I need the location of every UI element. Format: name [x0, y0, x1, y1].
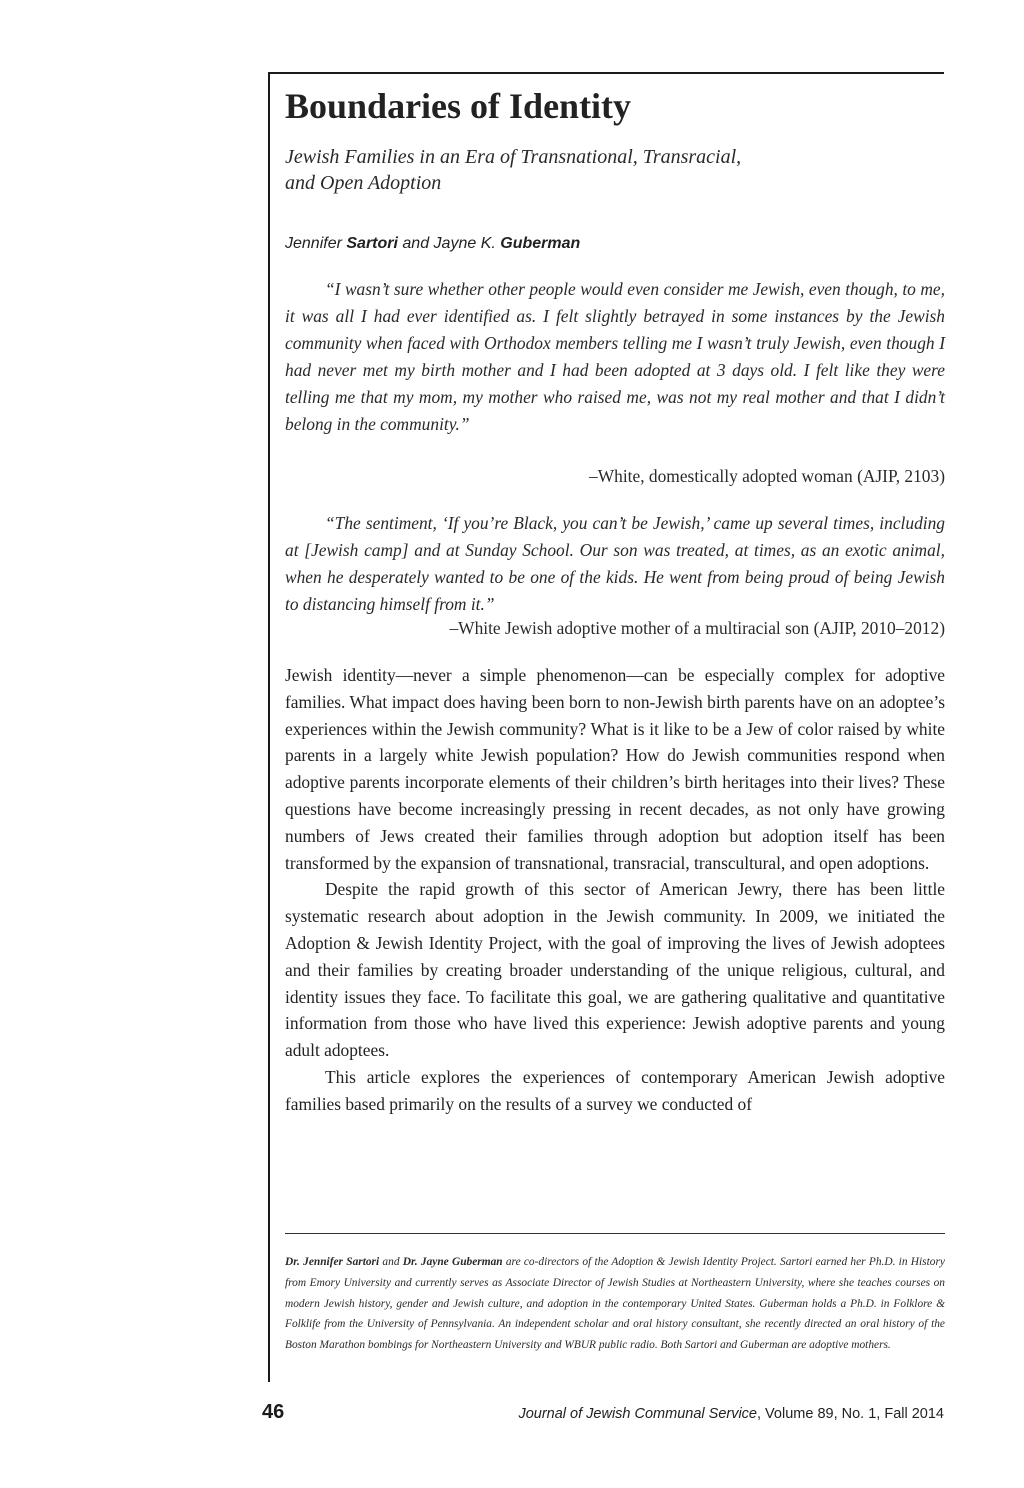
epigraph-quote-2: “The sentiment, ‘If you’re Black, you can’t be Jewish,’ came up several times, including at [Jewish camp] and at Sunday School. Our son was treated, at times, as an exotic animal, when he desperately wanted to be one of the kids. He went from being proud of being Jewish to distancing himself from it.”: [285, 513, 945, 614]
epigraph-quote-1: “I wasn’t sure whether other people would even consider me Jewish, even though, to me, it was all I had ever identified as. I felt slightly betrayed in some instances by the Jewish community when faced with Orthodox members telling me I wasn’t truly Jewish, even though I had never met my birth mother and I had been adopted at 3 days old. I felt like they were telling me that my mom, my mother who raised me, was not my real mother and that I didn’t belong in the community.”: [285, 279, 945, 434]
body-paragraph-1: Jewish identity—never a simple phenomenon—can be especially complex for adoptive families. What impact does having been born to non-Jewish birth parents have on an adoptee’s experiences within the Jewish community? What is it like to be a Jew of color raised by white parents in a largely white Jewish population? How do Jewish communities respond when adoptive parents incorporate elements of their children’s birth heritages into their lives? These questions have become increasingly pressing in recent decades, as not only have growing numbers of Jews created their families through adoption but adoption itself has been transformed by the expansion of transnational, transracial, transcultural, and open adoptions.: [285, 665, 945, 873]
journal-name: Journal of Jewish Communal Service: [518, 1406, 757, 1422]
footnote-and: and: [382, 1256, 400, 1268]
article-body: [285, 662, 945, 1118]
author-footnote: [285, 1252, 945, 1356]
epigraph-attribution-2: –White Jewish adoptive mother of a multiracial son (AJIP, 2010–2012): [449, 618, 945, 638]
left-margin-rule: [268, 72, 270, 1382]
author-2-last-name: Guberman: [500, 235, 581, 252]
journal-citation: [518, 1404, 944, 1424]
journal-issue: , Volume 89, No. 1, Fall 2014: [757, 1406, 944, 1422]
footnote-text: are co-directors of the Adoption & Jewish Identity Project. Sartori earned her Ph.D. in History from Emory University and currently serves as Associate Director of Jewish Studies at Northeastern University, where she teaches courses on modern Jewish history, gender and Jewish culture, and adoption in the contemporary United States. Guberman holds a Ph.D. in Folklore & Folklife from the University of Pennsylvania. An independent scholar and oral history consultant, she recently directed an oral history of the Boston Marathon bombings for Northeastern University and WBUR public radio. Both Sartori and Guberman are adoptive mothers.: [285, 1256, 945, 1352]
footnote-author-2: Dr. Jayne Guberman: [402, 1256, 503, 1268]
article-subtitle: [285, 144, 945, 196]
author-byline: [285, 233, 945, 255]
footnote-rule: [285, 1233, 945, 1234]
body-paragraph-3: This article explores the experiences of contemporary American Jewish adoptive families based primarily on the results of a survey we conducted of: [285, 1066, 945, 1114]
author-conjunction: and Jayne K.: [402, 235, 496, 252]
page-number: 46: [262, 1401, 285, 1423]
article-title: Boundaries of Identity: [285, 86, 632, 126]
subtitle-line-1: Jewish Families in an Era of Transnational, Transracial,: [285, 146, 742, 168]
epigraph-attribution-1: –White, domestically adopted woman (AJIP, 2103): [589, 466, 945, 486]
subtitle-line-2: and Open Adoption: [285, 172, 442, 194]
body-paragraph-2: Despite the rapid growth of this sector of American Jewry, there has been little systematic research about adoption in the Jewish community. In 2009, we initiated the Adoption & Jewish Identity Project, with the goal of improving the lives of Jewish adoptees and their families by creating broader understanding of the unique religious, cultural, and identity issues they face. To facilitate this goal, we are gathering qualitative and quantitative information from those who have lived this experience: Jewish adoptive parents and young adult adoptees.: [285, 879, 945, 1061]
author-1-last-name: Sartori: [346, 235, 398, 252]
author-1-first-name: Jennifer: [285, 235, 342, 252]
top-rule: [268, 72, 944, 74]
footnote-author-1: Dr. Jennifer Sartori: [285, 1256, 380, 1268]
